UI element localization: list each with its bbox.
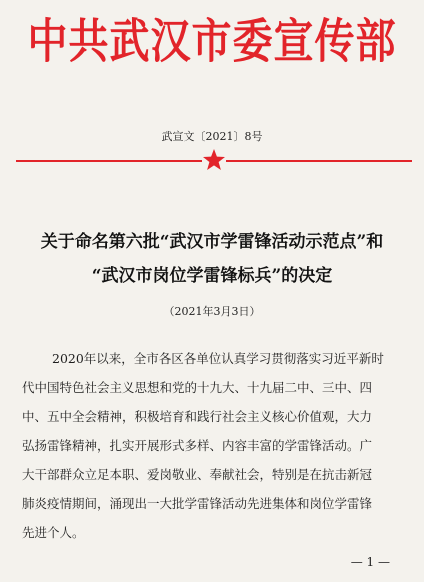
body-text-line: 先进个人。 <box>22 525 85 540</box>
document-date: （2021年3月3日） <box>163 305 261 318</box>
red-rule-right <box>226 160 412 162</box>
body-text-line: 代中国特色社会主义思想和党的十九大、十九届二中、三中、四 <box>22 380 373 395</box>
body-text-line: 2020年以来，全市各区各单位认真学习贯彻落实习近平新时 <box>52 351 384 366</box>
body-text-line: 大干部群众立足本职、爱岗敬业、奉献社会，特别是在抗击新冠 <box>22 467 373 482</box>
star-icon <box>202 148 226 172</box>
body-text-line: 弘扬雷锋精神，扎实开展形式多样、内容丰富的学雷锋活动。广 <box>22 438 373 453</box>
letterhead-title: 中共武汉市委宣传部 <box>27 14 397 70</box>
body-text-line: 肺炎疫情期间，涌现出一大批学雷锋活动先进集体和岗位学雷锋 <box>22 496 373 511</box>
document-title-line-1: 关于命名第六批“武汉市学雷锋活动示范点”和 <box>40 232 384 252</box>
document-number: 武宣文〔2021〕8号 <box>161 130 263 143</box>
document-title-line-2: “武汉市岗位学雷锋标兵”的决定 <box>91 266 333 286</box>
body-text-line: 中、五中全会精神，积极培育和践行社会主义核心价值观，大力 <box>22 409 373 424</box>
page-number: — 1 — <box>350 555 390 569</box>
red-rule-left <box>16 160 202 162</box>
